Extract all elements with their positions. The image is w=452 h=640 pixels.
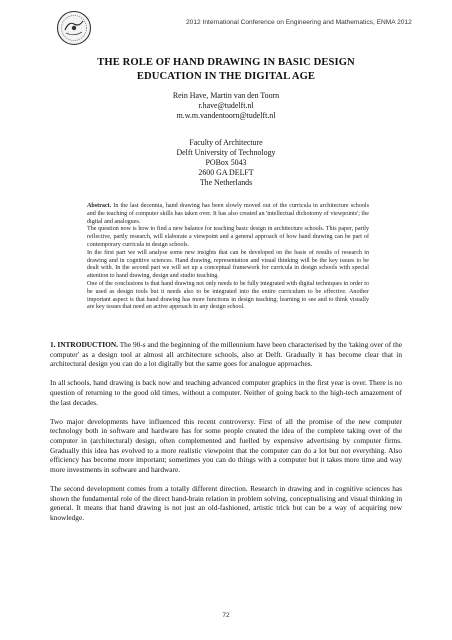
- title-line-2: EDUCATION IN THE DIGITAL AGE: [136, 71, 316, 82]
- abstract-paragraph-1: [87, 203, 369, 226]
- author-block: [80, 91, 372, 121]
- intro-paragraph-4: The second development comes from a totally different direction. Research in drawing and in cognitive sciences has shown the fundamental role of the direct hand-brain relation in problem solving, conceptualising and visual thinking in general. It means that hand drawing is not just an old-fashioned, artistic trick but can be a way of acquiring new knowledge.: [50, 483, 402, 522]
- title-line-1: THE ROLE OF HAND DRAWING IN BASIC DESIGN: [97, 57, 355, 68]
- abstract: [87, 203, 369, 312]
- conference-seal-icon: [56, 10, 92, 46]
- intro-paragraph-2: In all schools, hand drawing is back now and teaching advanced computer graphics in the first year is over. There is no question of returning to the good old times, without a computer. Neither of going back to the high-tech amazement of the last decades.: [50, 378, 402, 407]
- abstract-paragraph-4: One of the conclusions is that hand drawing not only needs to be fully integrated with digital techniques in order to be used as design tools but it needs also to be integrated into the entire curriculum to be effective. Another important aspect is that hand drawing has more functions in design teaching; learning to see and to think visually are key issues that need an active approach in any design school.: [87, 280, 369, 311]
- abstract-paragraph-2: The question now is how to find a new balance for teaching basic design in architecture schools. This paper, partly reflective, partly research, will elaborate a viewpoint and a general approach of how hand drawing can be part of contemporary curricula in design schools.: [87, 226, 369, 248]
- author-email-2[interactable]: m.w.m.vandentoorn@tudelft.nl: [176, 111, 276, 120]
- abstract-text-1: In the last decennia, hand drawing has been slowly moved out of the curricula in architecture schools and the teaching of computer skills has taken over. It has also created an 'intellectual dichotomy of viewpoints'; the digital and analogues.: [87, 203, 369, 225]
- section-heading: 1. INTRODUCTION.: [50, 340, 118, 349]
- body-text: [50, 340, 402, 532]
- affiliation-line-1: Faculty of Architecture: [189, 138, 263, 147]
- affiliation-block: [80, 138, 372, 188]
- intro-paragraph-3: Two major developments have influenced this recent controversy. First of all the promise of the new computer technology both in software and hardware has for some people created the idea of the complete taking over of the computer in (architectural) design, often complemented and fuelled by expensive advertising by computer firms. Gradually this idea has evolved to a more realistic viewpoint that the computer can do a lot but not everything. Also efficiency has become more important; sometimes you can do things with a computer but it takes more time and way more investments in software and hardware.: [50, 416, 402, 474]
- affiliation-line-4: 2600 GA DELFT: [198, 168, 254, 177]
- affiliation-line-2: Delft University of Technology: [176, 148, 276, 157]
- abstract-label: Abstract.: [87, 203, 112, 209]
- abstract-paragraph-3: In the first part we will analyse some new insights that can be developed on the basis of results of research in drawing and in cognitive sciences. Hand drawing, representation and visual thinking will be the key issues to be dealt with. In the second part we will set up a conceptual framework for curricula in design schools with special attention to hand drawing, design and studio teaching.: [87, 249, 369, 280]
- conference-header: 2012 International Conference on Engineering and Mathematics, ENMA 2012: [186, 19, 412, 26]
- author-names: Rein Have, Martin van den Toorn: [172, 91, 280, 100]
- page-number: 72: [222, 612, 230, 619]
- intro-paragraph-1: [50, 340, 402, 369]
- author-email-1[interactable]: r.have@tudelft.nl: [198, 101, 254, 110]
- affiliation-line-3: POBox 5043: [205, 158, 247, 167]
- intro-text-1: The 90-s and the beginning of the millennium have been characterised by the 'taking over of the computer' as a design tool at almost all architecture schools, also at Delft. Gradually it has become clear that in architectural design you can do a lot digitally but the same goes for analogue approaches.: [50, 340, 402, 369]
- paper-title: [40, 56, 412, 84]
- affiliation-line-5: The Netherlands: [199, 178, 253, 187]
